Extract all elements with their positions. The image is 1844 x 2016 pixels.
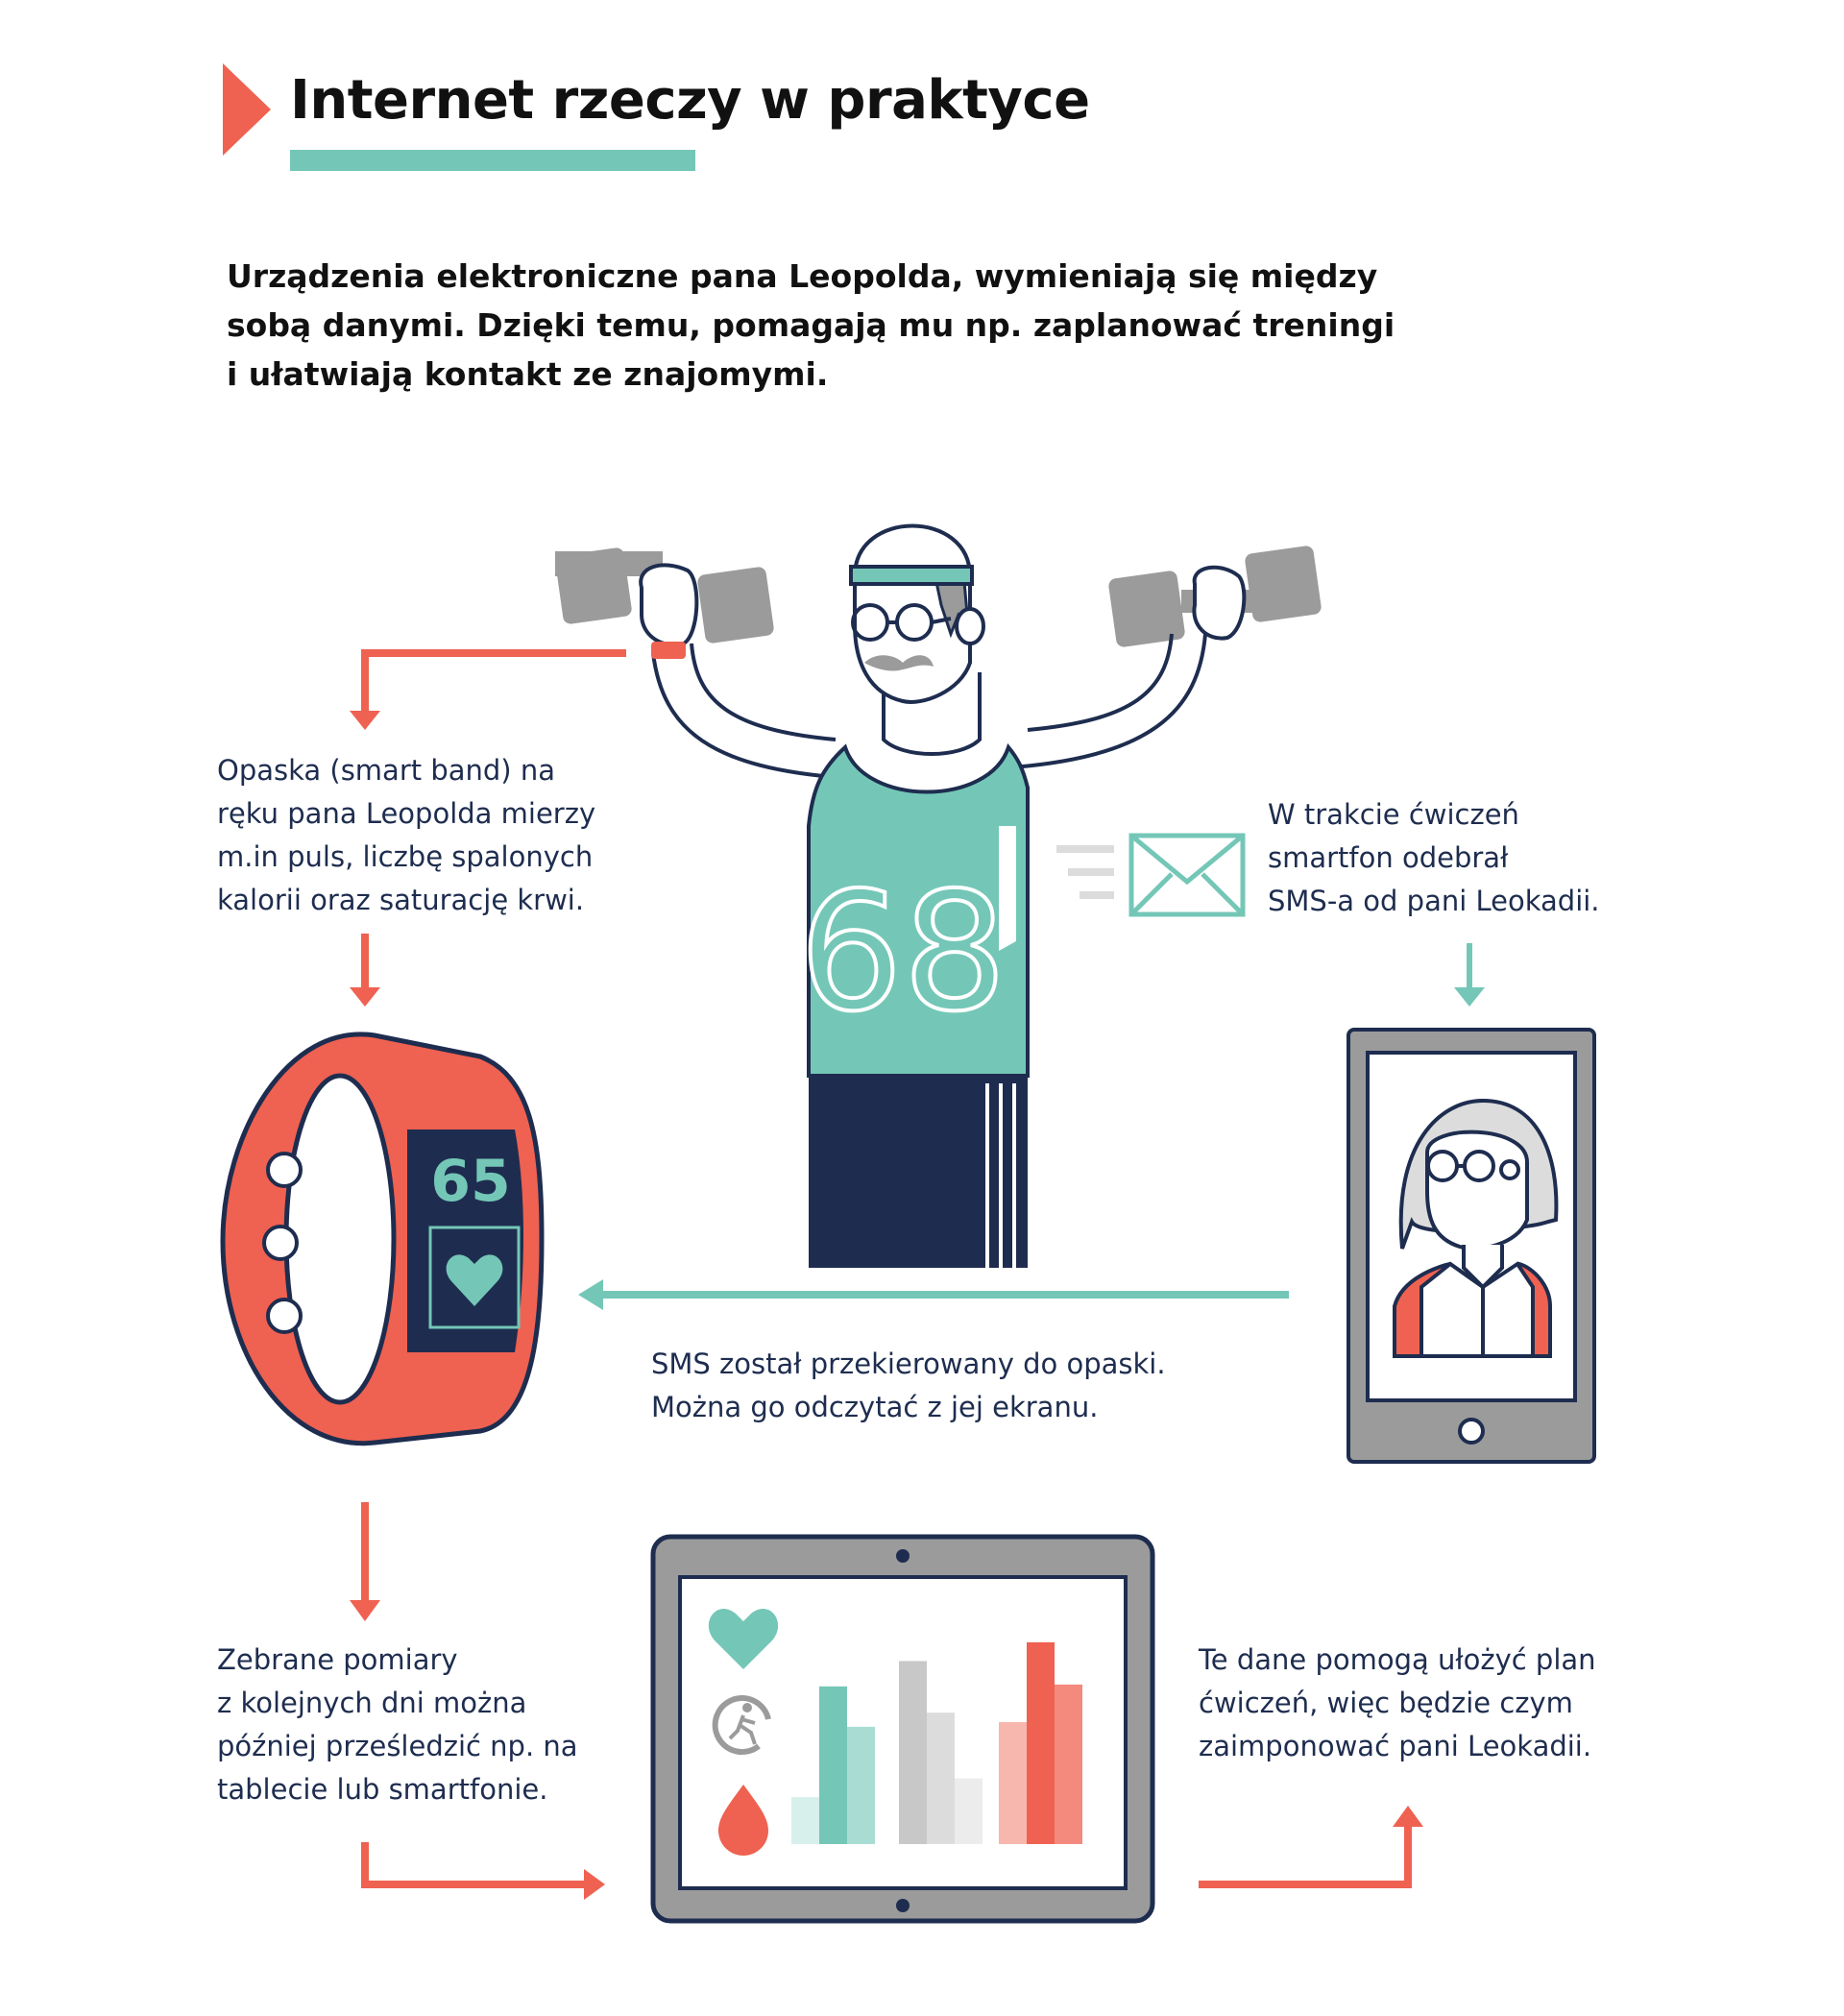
intro-text: Urządzenia elektroniczne pana Leopolda, wymieniają się między sobą danymi. Dzięki temu, pomagają mu np. zaplanować treningi i ułatwiają kontakt ze znajomymi. [227, 257, 1395, 393]
chart-bar [1027, 1642, 1055, 1844]
tablet [653, 1537, 1152, 1921]
chart-bar [899, 1661, 927, 1844]
envelope-icon [1056, 836, 1243, 914]
caption-training-plan: Te dane pomogą ułożyć plan ćwiczeń, więc będzie czym zaimponować pani Leokadii. [1199, 1643, 1596, 1762]
arrow-band-to-caption [350, 1502, 380, 1621]
chart-bar [955, 1779, 983, 1844]
chart-bar [819, 1687, 847, 1844]
caption-sms-redirected: SMS został przekierowany do opaski. Można go odczytać z jej ekranu. [651, 1348, 1166, 1423]
arrow-phone-to-band [578, 1279, 1289, 1310]
caption-measurements: Zebrane pomiary z kolejnych dni można później prześledzić np. na tablecie lub smartfonie. [217, 1643, 578, 1806]
arrow-caption-to-tablet [365, 1842, 605, 1900]
smartphone [1348, 1030, 1594, 1462]
page-title: Internet rzeczy w praktyce [290, 69, 1090, 132]
chart-bar [999, 1722, 1027, 1844]
chart-bar [1055, 1685, 1082, 1844]
smart-band [223, 1034, 542, 1444]
shirt-number: 68 [798, 858, 1007, 1048]
chart-bar [791, 1797, 819, 1844]
chart-bar [927, 1712, 955, 1844]
arrow-sms-to-phone [1454, 943, 1485, 1007]
caption-sms-received: W trakcie ćwiczeń smartfon odebrał SMS-a od pani Leokadii. [1268, 798, 1600, 917]
arrow-wrist-to-caption [350, 653, 626, 730]
chart-bar [847, 1727, 875, 1844]
arrow-caption-to-band [350, 934, 380, 1007]
arrow-tablet-to-plan [1199, 1806, 1423, 1884]
band-display-value: 65 [430, 1148, 511, 1215]
caption-smart-band: Opaska (smart band) na ręku pana Leopolda mierzy m.in puls, liczbę spalonych kalorii oraz saturację krwi. [217, 754, 596, 916]
